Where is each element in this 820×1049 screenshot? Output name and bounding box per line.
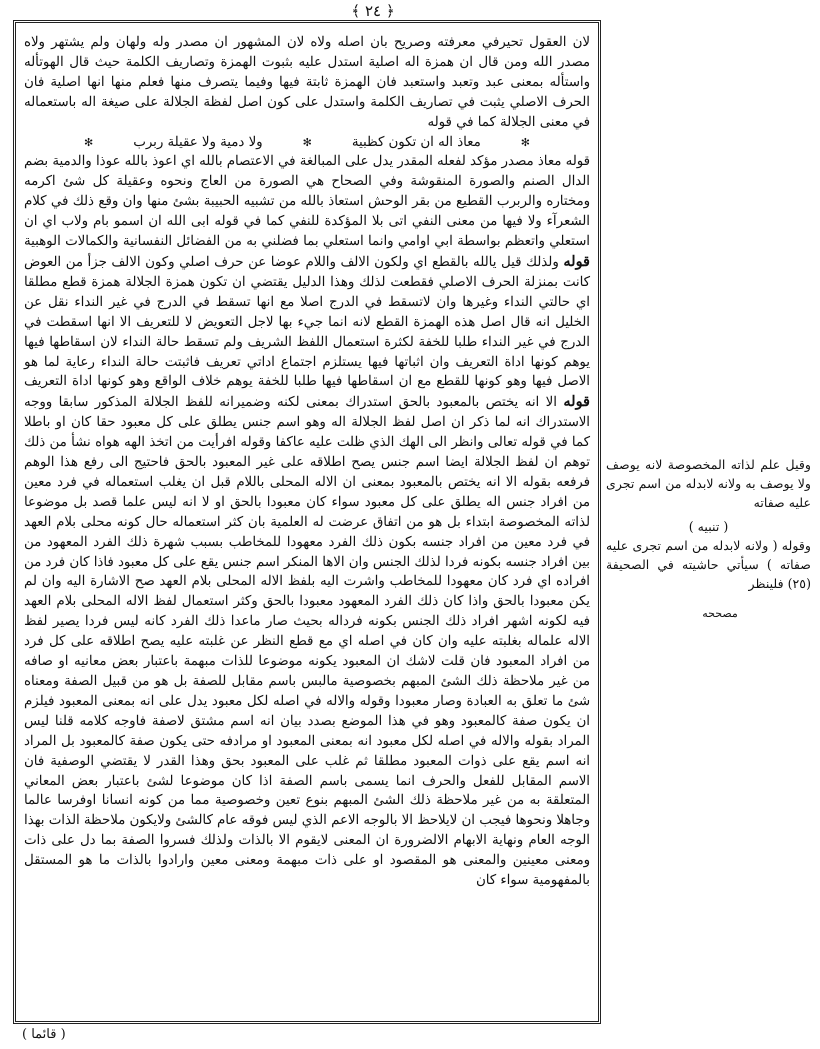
margin-signature: مصححه xyxy=(702,607,738,620)
keyword-qawluhu: قوله xyxy=(563,393,590,411)
page-number: ﴿ ٢٤ ﴾ xyxy=(351,2,395,20)
margin-note-title: ( تنبيه ) xyxy=(688,519,729,534)
margin-note-2: وقوله ( ولانه لابدله من اسم تجرى عليه صفاته ) سيأتي حاشيته في الصحيفة (٢٥) فلينظر xyxy=(606,538,811,591)
poetry-verse xyxy=(24,133,590,153)
verse-hemistich-2: ولا دمية ولا عقيلة ربرب xyxy=(133,134,263,150)
paragraph-3-text: ولذلك قيل يالله بالقطع اي ولكون الالف واللام عوضا عن حرف اصلي وكون الالف جزأ من العوض كانت بمنزلة الحرف الاصلي فقطعت لذلك وهذا الدليل يقتضي ان تكون همزة الجلالة همزة قطع مطلقا اي حالتي النداء وغيرها وان لاتسقط في الدرج اصلا مع انها تسقط في الدرج في غير النداء نقل عن الخليل انه قال اصل هذه الهمزة القطع لانه انما جيء بها لاجل التعويض لا للتعريف الا انها اسقطت في الدرج في غير النداء طلبا للخفة لكثرة استعمال اللفظ الشريف ولم تسقط حالة النداء لان اسقاطها فيها يوهم كونها اداة التعريف وان اثباتها فيها يستلزم اجتماع اداتي تعريف فاثبتت حالة النداء رعاية لما هو الاصل فيها وهو كونها للقطع مع ان اسقاطها فيها طلبا للخفة يوهم خلاف الواقع وهو كونها اداة التعريف xyxy=(24,254,591,390)
star-ornament-icon: ✻ xyxy=(302,135,312,149)
paragraph-4-text: الا انه يختص بالمعبود بالحق استدراك بمعنى لكنه وضميرانه للفظ الجلالة المذكور سابقا ووجه الاستدراك انه لما ذكر ان اصل لفظ الجلالة اله وهو اسم جنس يطلق على كل معبود حقا كان او باطلا كما في قوله تعالى وانظر الى الهك الذي ظلت عليه عاكفا وقوله افرأيت من اتخذ الهه هواه نشأ من ذلك توهم ان لفظ الجلالة ايضا اسم جنس يصح اطلاقه على غير المعبود بالحق فاحتيج الى رفع هذا الوهم فرفعه بقوله الا انه يختص بالمعبود بمعنى ان الاله المحلى باللام قبل ان يغلب استعماله في فرد معين من افراد جنس اله يطلق على كل معبود سواء كان معبودا بالحق او لا انه ليس علما قصد بل موضوعا لذاته المخصوصة ابتداء بل هو من اتفاق عرضت له العلمية بان كثر استعماله حال كونه محلى بلام العهد في فرد معين من افراد جنسه بكون ذلك الفرد معهودا للمخاطب بسبب شهرة ذلك الفرد المعهود من بين افراد جنسه بكونه فردا لذلك الجنس وان الاها المنكر اسم جنس يقع على كل معبود فاذا كان فرد من افراده اي فرد كان معهودا للمخاطب واشرت اليه بلفظ الاله المحلى بلام العهد صح الاشارة اليه وان لم يكن معبودا بالحق واذا كان ذلك الفرد المعهود معبودا بالحق وكثر استعمال لفظ الاله المحلى بلام العهد فيه لكونه اشهر افراد ذلك الجنس بكونه فرداله بحيث صار ماعدا ذلك الفرد كانه ليس فردا يصير لفظ الاله علماله بغلبته عليه وان كان في اصله اي مع قطع النظر عن غلبته عليه يصح اطلاقه على كل فرد من افراد المعبود فان قلت لاشك ان المعبود يكونه موضوعا للذات مبهمة باعتبار بعض معانيه او صافه من غير ملاحظة ذلك الشئ المبهم بخصوصية مالبس باسم مقابل للصفة بل هو من قبيل الصفة ومعناه شئ ما تعلق به العبادة وصار معبودا وقوله والاله في اصله لكل معبود يدل على انه بمعنى المعبود فيلزم ان يكون صفة كالمعبود وهو في هذا الموضع بصدد بيان انه اسم مشتق لاصفة فاوجه كلامه قلنا ليس المراد بقوله والاله في اصله لكل معبود انه بمعنى المعبود او مرادفه حتى يكون صفة كالمعبود بل المراد انه اسم يقع على ذوات المعبود مطلقا ثم غلب على المعبود بحق وهذا القدر لا يقتضي الوصفية فان الاسم المقابل للفعل والحرف انما يسمى باسم الصفة اذا كان موضوعا لشئ باعتبار بعض المعاني المتعلقة به من غير ملاحظة ذلك الشئ المبهم بنوع تعين وخصوصية مما من كونه انسانا اوفرسا عالما وجاهلا ونحوها فيجب ان لايلاحظ الا بالوجه الاعم الذي ليس فوقه عام كالشئ ولايكون ملاحظة الذات بهذا الوجه العام ونهاية الابهام الالضرورة ان المعنى لايقوم الا بالذات ولذلك فسروا الصفة بما دل على ذات ومعنى معينين والمعنى هو المقصود او على ذات مبهمة ومعنى معين وارادوا بالذات ما هو المستقل بالمفهومية سواء كان xyxy=(24,395,590,889)
star-ornament-icon: ✻ xyxy=(520,135,530,149)
keyword-qawluhu: قوله xyxy=(563,252,590,270)
catchword: ( قائما ) xyxy=(22,1027,66,1042)
star-ornament-icon: ✻ xyxy=(84,135,94,149)
verse-hemistich-1: معاذ اله ان تكون كظبية xyxy=(351,134,481,150)
paragraph-2-text: قوله معاذ مصدر مؤكد لفعله المقدر يدل على المبالغة في الاعتصام بالله اي اعوذ بالله عوذا والدمية بضم الدال الصنم والصورة المنقوشة وفي الصحاح هي الصورة من العاج ونحوه وعقيلة كل شئ اكرمه ومختاره والربرب القطيع من بقر الوحش استعاذ بالله من تشبيه الحبيبة بشئ منها وان وقع ذلك في كلام الشعرآء ولا فيها من معنى النفي اتى بلا المؤكدة للنفي كما في قوله ابى الله ان اسمو بام ولاب اي ان استعلي واتعظم بواسطة ابي اوامي وانما استعلي بما فضلني به من الفضائل النفسانية والكمالات الوهبية xyxy=(24,154,590,250)
margin-note-1: وقيل علم لذاته المخصوصة لانه يوصف ولا يوصف به ولانه لابدله من اسم تجرى عليه صفاته xyxy=(606,457,811,510)
paragraph-2 xyxy=(24,152,590,891)
main-text xyxy=(24,33,590,891)
main-text-frame xyxy=(13,20,601,1024)
paragraph-1: لان العقول تحيرفي معرفته وصريح بان اصله ولاه لان المشهور ان مصدر وله ولهان ولم يشتهر ولاه مصدر الله ومن قال ان همزة اله اصلية استدل عليه بثبوت الهمزة وتصاريف الكلمة حيث قال الهوتأله واستأله بمعنى عبد وتعبد واستعبد فان الهمزة ثابتة فيها وفيما يتصرف منها فعلم منها انها اصلية فان الحرف الاصلي يثبت في تصاريف الكلمة واستدل على كون اصل لفظة الجلالة على صيغة اله باستعماله في معنى الجلالة كما في قوله xyxy=(24,35,590,130)
